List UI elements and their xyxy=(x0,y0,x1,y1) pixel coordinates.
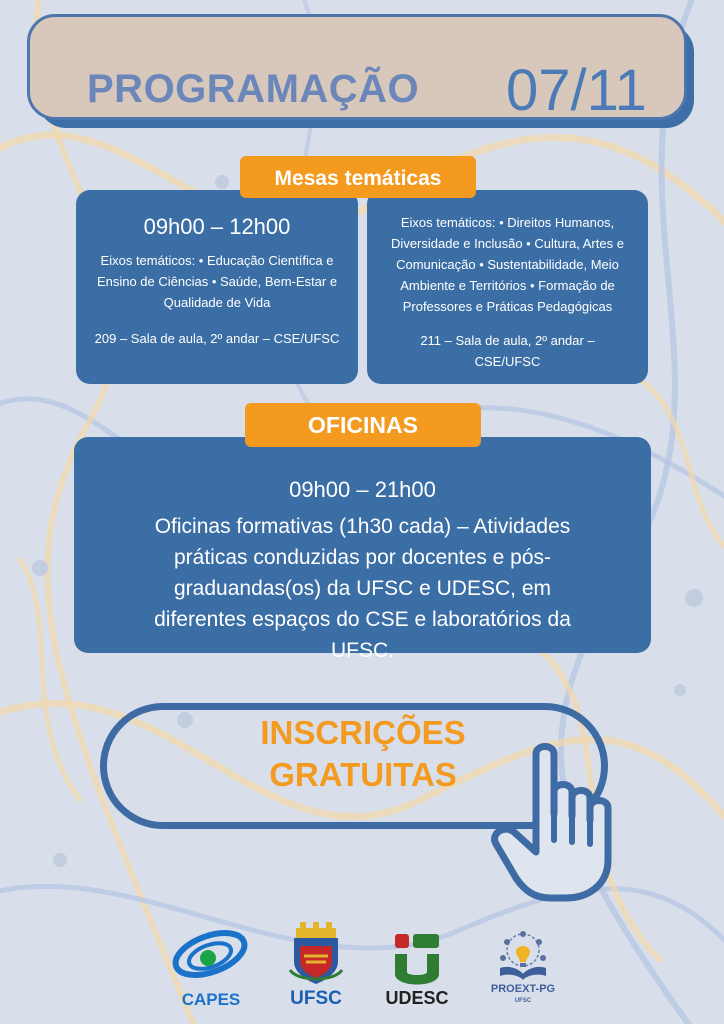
header-banner xyxy=(27,14,687,123)
inscricoes-line1: INSCRIÇÕES xyxy=(260,714,466,751)
page-title: PROGRAMAÇÃO xyxy=(87,67,420,111)
mesa-card-left xyxy=(76,190,358,384)
mesa-time: 09h00 – 12h00 xyxy=(143,214,291,239)
mesa-left-themes: Eixos temáticos: • Educação Científica e Ensino de Ciências • Saúde, Bem-Estar e Qualidade de Vida xyxy=(96,253,338,310)
udesc-label: UDESC xyxy=(385,988,449,1008)
proext-label: PROEXT-PG xyxy=(490,983,556,995)
mesa-right-room: 211 – Sala de aula, 2º andar – CSE/UFSC xyxy=(420,333,595,369)
proext-sub-label: UFSC xyxy=(514,998,532,1004)
capes-logo-icon xyxy=(168,926,252,990)
oficinas-time: 09h00 – 21h00 xyxy=(289,477,436,502)
udesc-logo-icon xyxy=(393,934,441,986)
ufsc-label: UFSC xyxy=(290,988,342,1009)
pointing-hand-icon xyxy=(488,740,628,905)
capes-label: CAPES xyxy=(181,990,241,1009)
oficinas-label: OFICINAS xyxy=(245,403,481,447)
mesas-label: Mesas temáticas xyxy=(240,156,476,198)
oficinas-description: Oficinas formativas (1h30 cada) – Atividades práticas conduzidas por docentes e pós-graduandas(os) da UFSC e UDESC, em diferentes espaços do CSE e laboratórios da UFSC. xyxy=(154,515,571,662)
event-date: 07/11 xyxy=(506,58,647,123)
proext-logo-icon xyxy=(494,928,552,982)
inscricoes-text[interactable] xyxy=(208,712,518,796)
mesa-card-right xyxy=(367,190,648,384)
inscricoes-line2: GRATUITAS xyxy=(269,756,457,793)
ufsc-crest-icon xyxy=(288,922,344,986)
mesa-left-room: 209 – Sala de aula, 2º andar – CSE/UFSC xyxy=(94,331,340,346)
oficinas-card xyxy=(74,437,651,662)
mesa-right-themes: Eixos temáticos: • Direitos Humanos, Diversidade e Inclusão • Cultura, Artes e Comunicação • Sustentabilidade, Meio Ambiente e Territórios • Formação de Professores e Práticas Pedagógicas xyxy=(391,215,624,314)
